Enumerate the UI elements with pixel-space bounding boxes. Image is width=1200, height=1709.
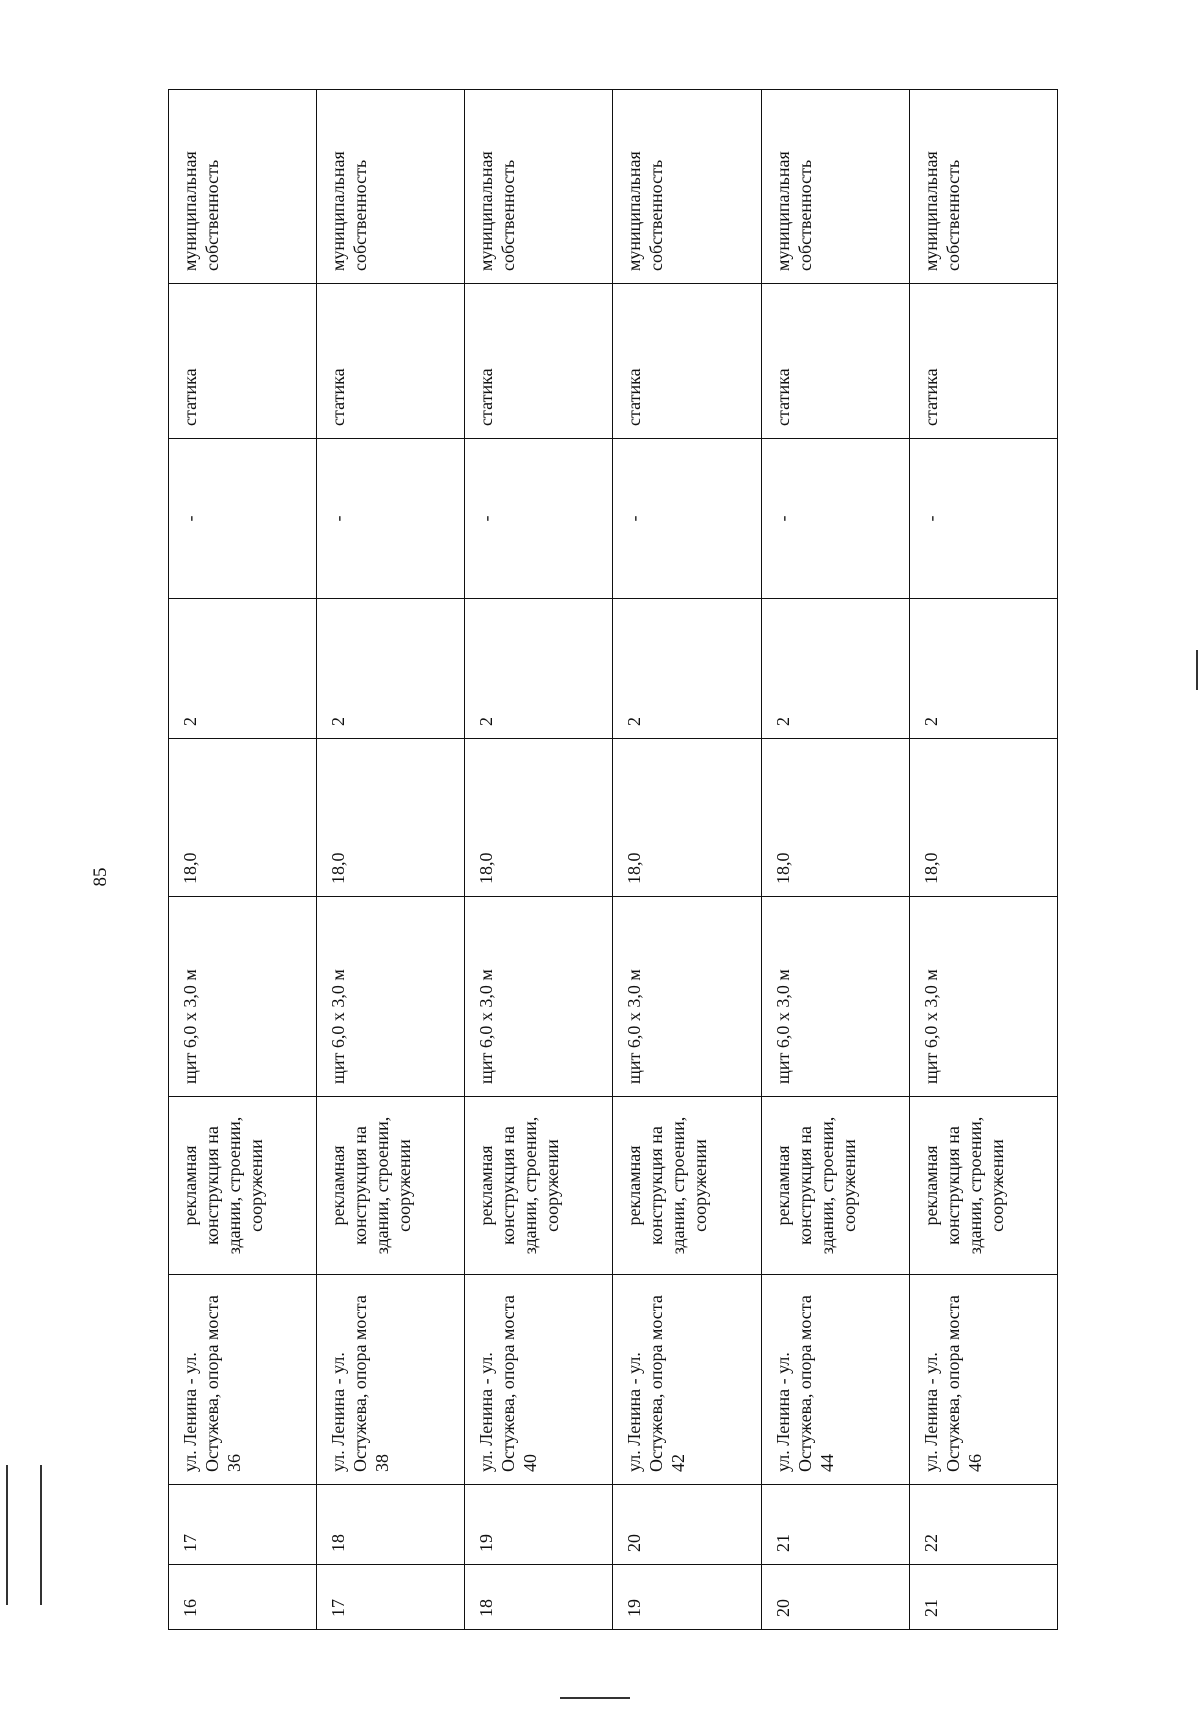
size-cell: щит 6,0 х 3,0 м [317, 897, 465, 1097]
structure-type-cell: рекламная конструкция на здании, строении, сооружении [909, 1097, 1057, 1275]
kind-cell: статика [465, 284, 613, 439]
row-number: 17 [169, 1485, 317, 1565]
area-cell: 18,0 [761, 739, 909, 897]
area-cell: 18,0 [909, 739, 1057, 897]
kind-cell: статика [761, 284, 909, 439]
table-row [613, 90, 761, 1630]
lighting-cell: - [761, 439, 909, 599]
address-cell: ул. Ленина - ул. Остужева, опора моста 40 [465, 1275, 613, 1485]
row-number: 21 [761, 1485, 909, 1565]
row-index: 16 [169, 1565, 317, 1630]
row-index: 18 [465, 1565, 613, 1630]
address-cell: ул. Ленина - ул. Остужева, опора моста 46 [909, 1275, 1057, 1485]
table-row [169, 90, 317, 1630]
table-row [465, 90, 613, 1630]
ownership-cell: муниципальная собственность [613, 90, 761, 284]
size-cell: щит 6,0 х 3,0 м [613, 897, 761, 1097]
area-cell: 18,0 [465, 739, 613, 897]
row-number: 18 [317, 1485, 465, 1565]
structure-type-cell: рекламная конструкция на здании, строении, сооружении [465, 1097, 613, 1275]
ownership-cell: муниципальная собственность [761, 90, 909, 284]
size-cell: щит 6,0 х 3,0 м [761, 897, 909, 1097]
margin-line [560, 1697, 630, 1699]
address-cell: ул. Ленина - ул. Остужева, опора моста 42 [613, 1275, 761, 1485]
page-number: 85 [90, 867, 111, 887]
size-cell: щит 6,0 х 3,0 м [169, 897, 317, 1097]
sides-cell: 2 [169, 599, 317, 739]
row-number: 22 [909, 1485, 1057, 1565]
area-cell: 18,0 [169, 739, 317, 897]
sides-cell: 2 [613, 599, 761, 739]
lighting-cell: - [465, 439, 613, 599]
size-cell: щит 6,0 х 3,0 м [909, 897, 1057, 1097]
row-number: 20 [613, 1485, 761, 1565]
area-cell: 18,0 [317, 739, 465, 897]
sides-cell: 2 [761, 599, 909, 739]
table-row [761, 90, 909, 1630]
structure-type-cell: рекламная конструкция на здании, строении, сооружении [169, 1097, 317, 1275]
lighting-cell: - [317, 439, 465, 599]
address-cell: ул. Ленина - ул. Остужева, опора моста 38 [317, 1275, 465, 1485]
table-row [909, 90, 1057, 1630]
advertising-structures-table [168, 89, 1058, 1630]
kind-cell: статика [169, 284, 317, 439]
kind-cell: статика [909, 284, 1057, 439]
row-index: 20 [761, 1565, 909, 1630]
lighting-cell: - [613, 439, 761, 599]
size-cell: щит 6,0 х 3,0 м [465, 897, 613, 1097]
kind-cell: статика [317, 284, 465, 439]
row-index: 17 [317, 1565, 465, 1630]
ownership-cell: муниципальная собственность [169, 90, 317, 284]
address-cell: ул. Ленина - ул. Остужева, опора моста 44 [761, 1275, 909, 1485]
row-index: 21 [909, 1565, 1057, 1630]
sides-cell: 2 [317, 599, 465, 739]
ownership-cell: муниципальная собственность [317, 90, 465, 284]
sides-cell: 2 [465, 599, 613, 739]
row-number: 19 [465, 1485, 613, 1565]
lighting-cell: - [909, 439, 1057, 599]
structure-type-cell: рекламная конструкция на здании, строении, сооружении [317, 1097, 465, 1275]
area-cell: 18,0 [613, 739, 761, 897]
margin-line [40, 1465, 42, 1605]
structure-type-cell: рекламная конструкция на здании, строении, сооружении [761, 1097, 909, 1275]
margin-line [6, 1465, 8, 1605]
kind-cell: статика [613, 284, 761, 439]
sides-cell: 2 [909, 599, 1057, 739]
table-container [168, 90, 1058, 1630]
address-cell: ул. Ленина - ул. Остужева, опора моста 36 [169, 1275, 317, 1485]
table-row [317, 90, 465, 1630]
margin-line [1196, 650, 1198, 690]
row-index: 19 [613, 1565, 761, 1630]
lighting-cell: - [169, 439, 317, 599]
ownership-cell: муниципальная собственность [909, 90, 1057, 284]
ownership-cell: муниципальная собственность [465, 90, 613, 284]
structure-type-cell: рекламная конструкция на здании, строении, сооружении [613, 1097, 761, 1275]
